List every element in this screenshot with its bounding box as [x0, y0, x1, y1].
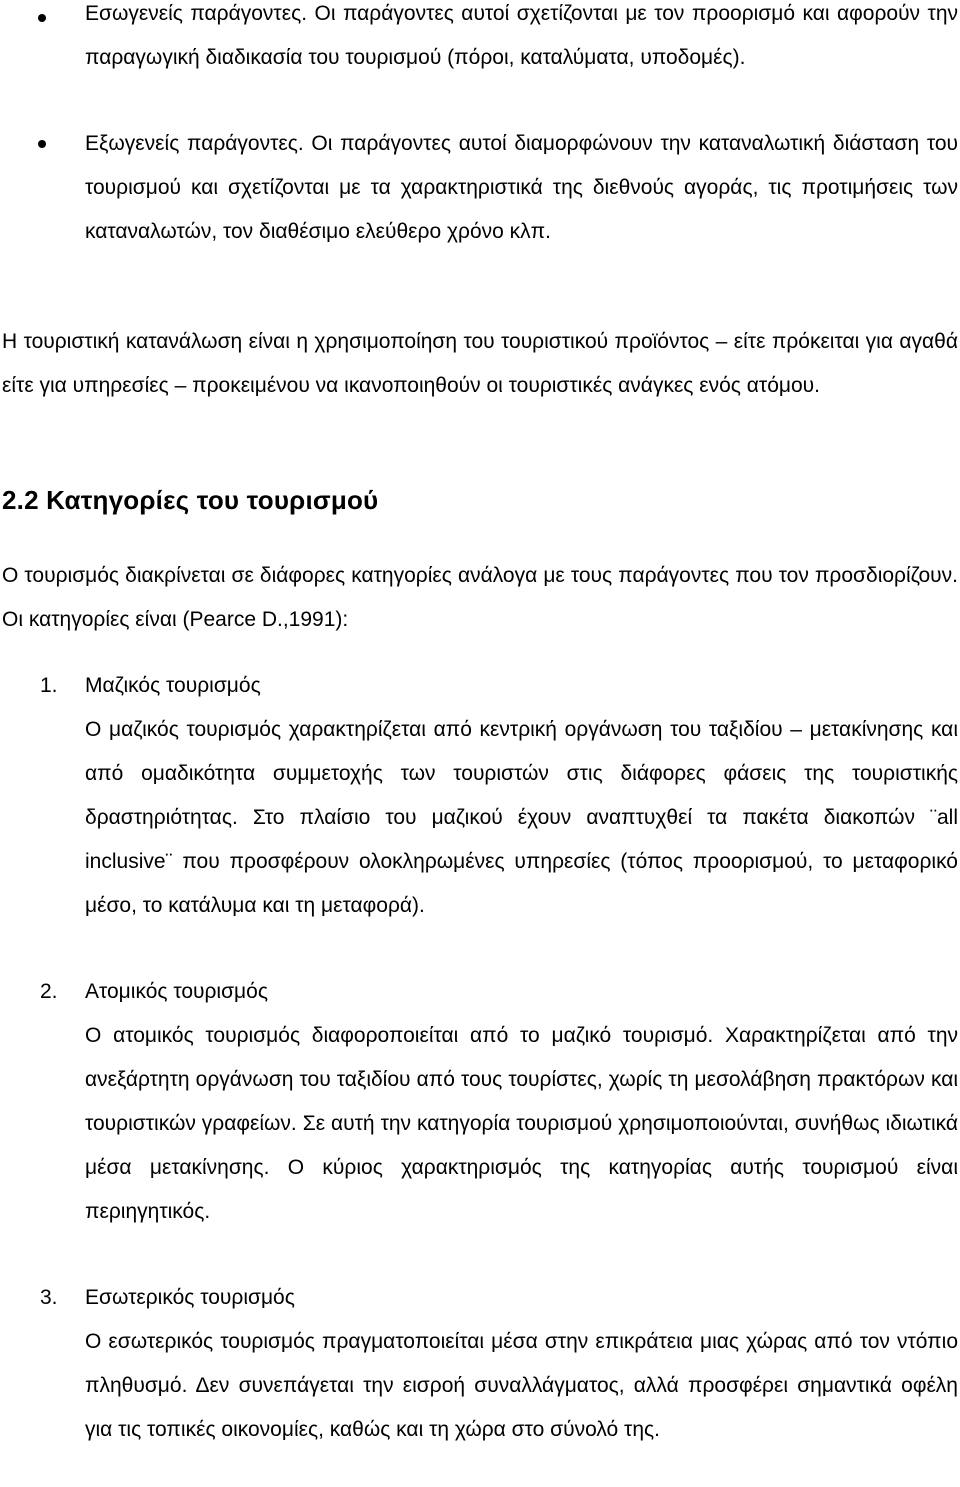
category-body-individual-tourism: Ο ατομικός τουρισμός διαφοροποιείται από το μαζικό τουρισμό. Χαρακτηρίζεται από την ανεξάρτητη οργάνωση του ταξιδίου από τους τουρίστες, χωρίς τη μεσολάβηση πρακτόρων και τουριστικών γραφείων. Σε αυτή την κατηγορία τουρισμού χρησιμοποιούνται, συνήθως ιδιωτικά μέσα μετακίνησης. Ο κύριος χαρακτηρισμός της κατηγορίας αυτής τουρισμού είναι περιηγητικός. — [85, 1024, 958, 1223]
bullet-endogenous-factors: Εσωγενείς παράγοντες. Οι παράγοντες αυτοί σχετίζονται με τον προορισμό και αφορούν την παραγωγική διαδικασία του τουρισμού (πόροι, καταλύματα, υποδομές). — [85, 2, 958, 69]
section-heading: 2.2 Κατηγορίες του τουρισμού — [2, 485, 379, 515]
category-body-domestic-tourism: Ο εσωτερικός τουρισμός πραγματοποιείται μέσα στην επικράτεια μιας χώρας από τον ντόπιο πληθυσμό. Δεν συνεπάγεται την εισροή συναλλάγματος, αλλά προσφέρει σημαντικά οφέλη για τις τοπικές οικονομίες, καθώς και τη χώρα στο σύνολό της. — [85, 1330, 958, 1441]
list-number: 2. — [40, 980, 58, 1003]
list-number: 3. — [40, 1286, 58, 1309]
category-title-mass-tourism: Μαζικός τουρισμός — [85, 674, 261, 697]
bullet-exogenous-factors: Εξωγενείς παράγοντες. Οι παράγοντες αυτοί διαμορφώνουν την καταναλωτική διάσταση του τουρισμού και σχετίζονται με τα χαρακτηριστικά της διεθνούς αγοράς, τις προτιμήσεις των καταναλωτών, τον διαθέσιμο ελεύθερο χρόνο κλπ. — [85, 132, 958, 243]
category-title-individual-tourism: Ατομικός τουρισμός — [85, 980, 268, 1003]
category-body-mass-tourism: Ο μαζικός τουρισμός χαρακτηρίζεται από κεντρική οργάνωση του ταξιδίου – μετακίνησης και από ομαδικότητα συμμετοχής των τουριστών στις διάφορες φάσεις της τουριστικής δραστηριότητας. Στο πλαίσιο του μαζικού έχουν αναπτυχθεί τα πακέτα διακοπών ¨all inclusive¨ που προσφέρουν ολοκληρωμένες υπηρεσίες (τόπος προορισμού, το μεταφορικό μέσο, το κατάλυμα και τη μεταφορά). — [85, 718, 958, 917]
category-title-domestic-tourism: Εσωτερικός τουρισμός — [85, 1286, 295, 1309]
paragraph-tourist-consumption: Η τουριστική κατανάλωση είναι η χρησιμοποίηση του τουριστικού προϊόντος – είτε πρόκειται για αγαθά είτε για υπηρεσίες – προκειμένου να ικανοποιηθούν οι τουριστικές ανάγκες ενός ατόμου. — [2, 330, 958, 397]
list-number: 1. — [40, 674, 58, 697]
bullet-icon — [38, 140, 46, 148]
bullet-icon — [38, 14, 46, 22]
paragraph-categories-intro: Ο τουρισμός διακρίνεται σε διάφορες κατηγορίες ανάλογα με τους παράγοντες που τον προσδιορίζουν. Οι κατηγορίες είναι (Pearce D.,1991): — [2, 564, 958, 631]
